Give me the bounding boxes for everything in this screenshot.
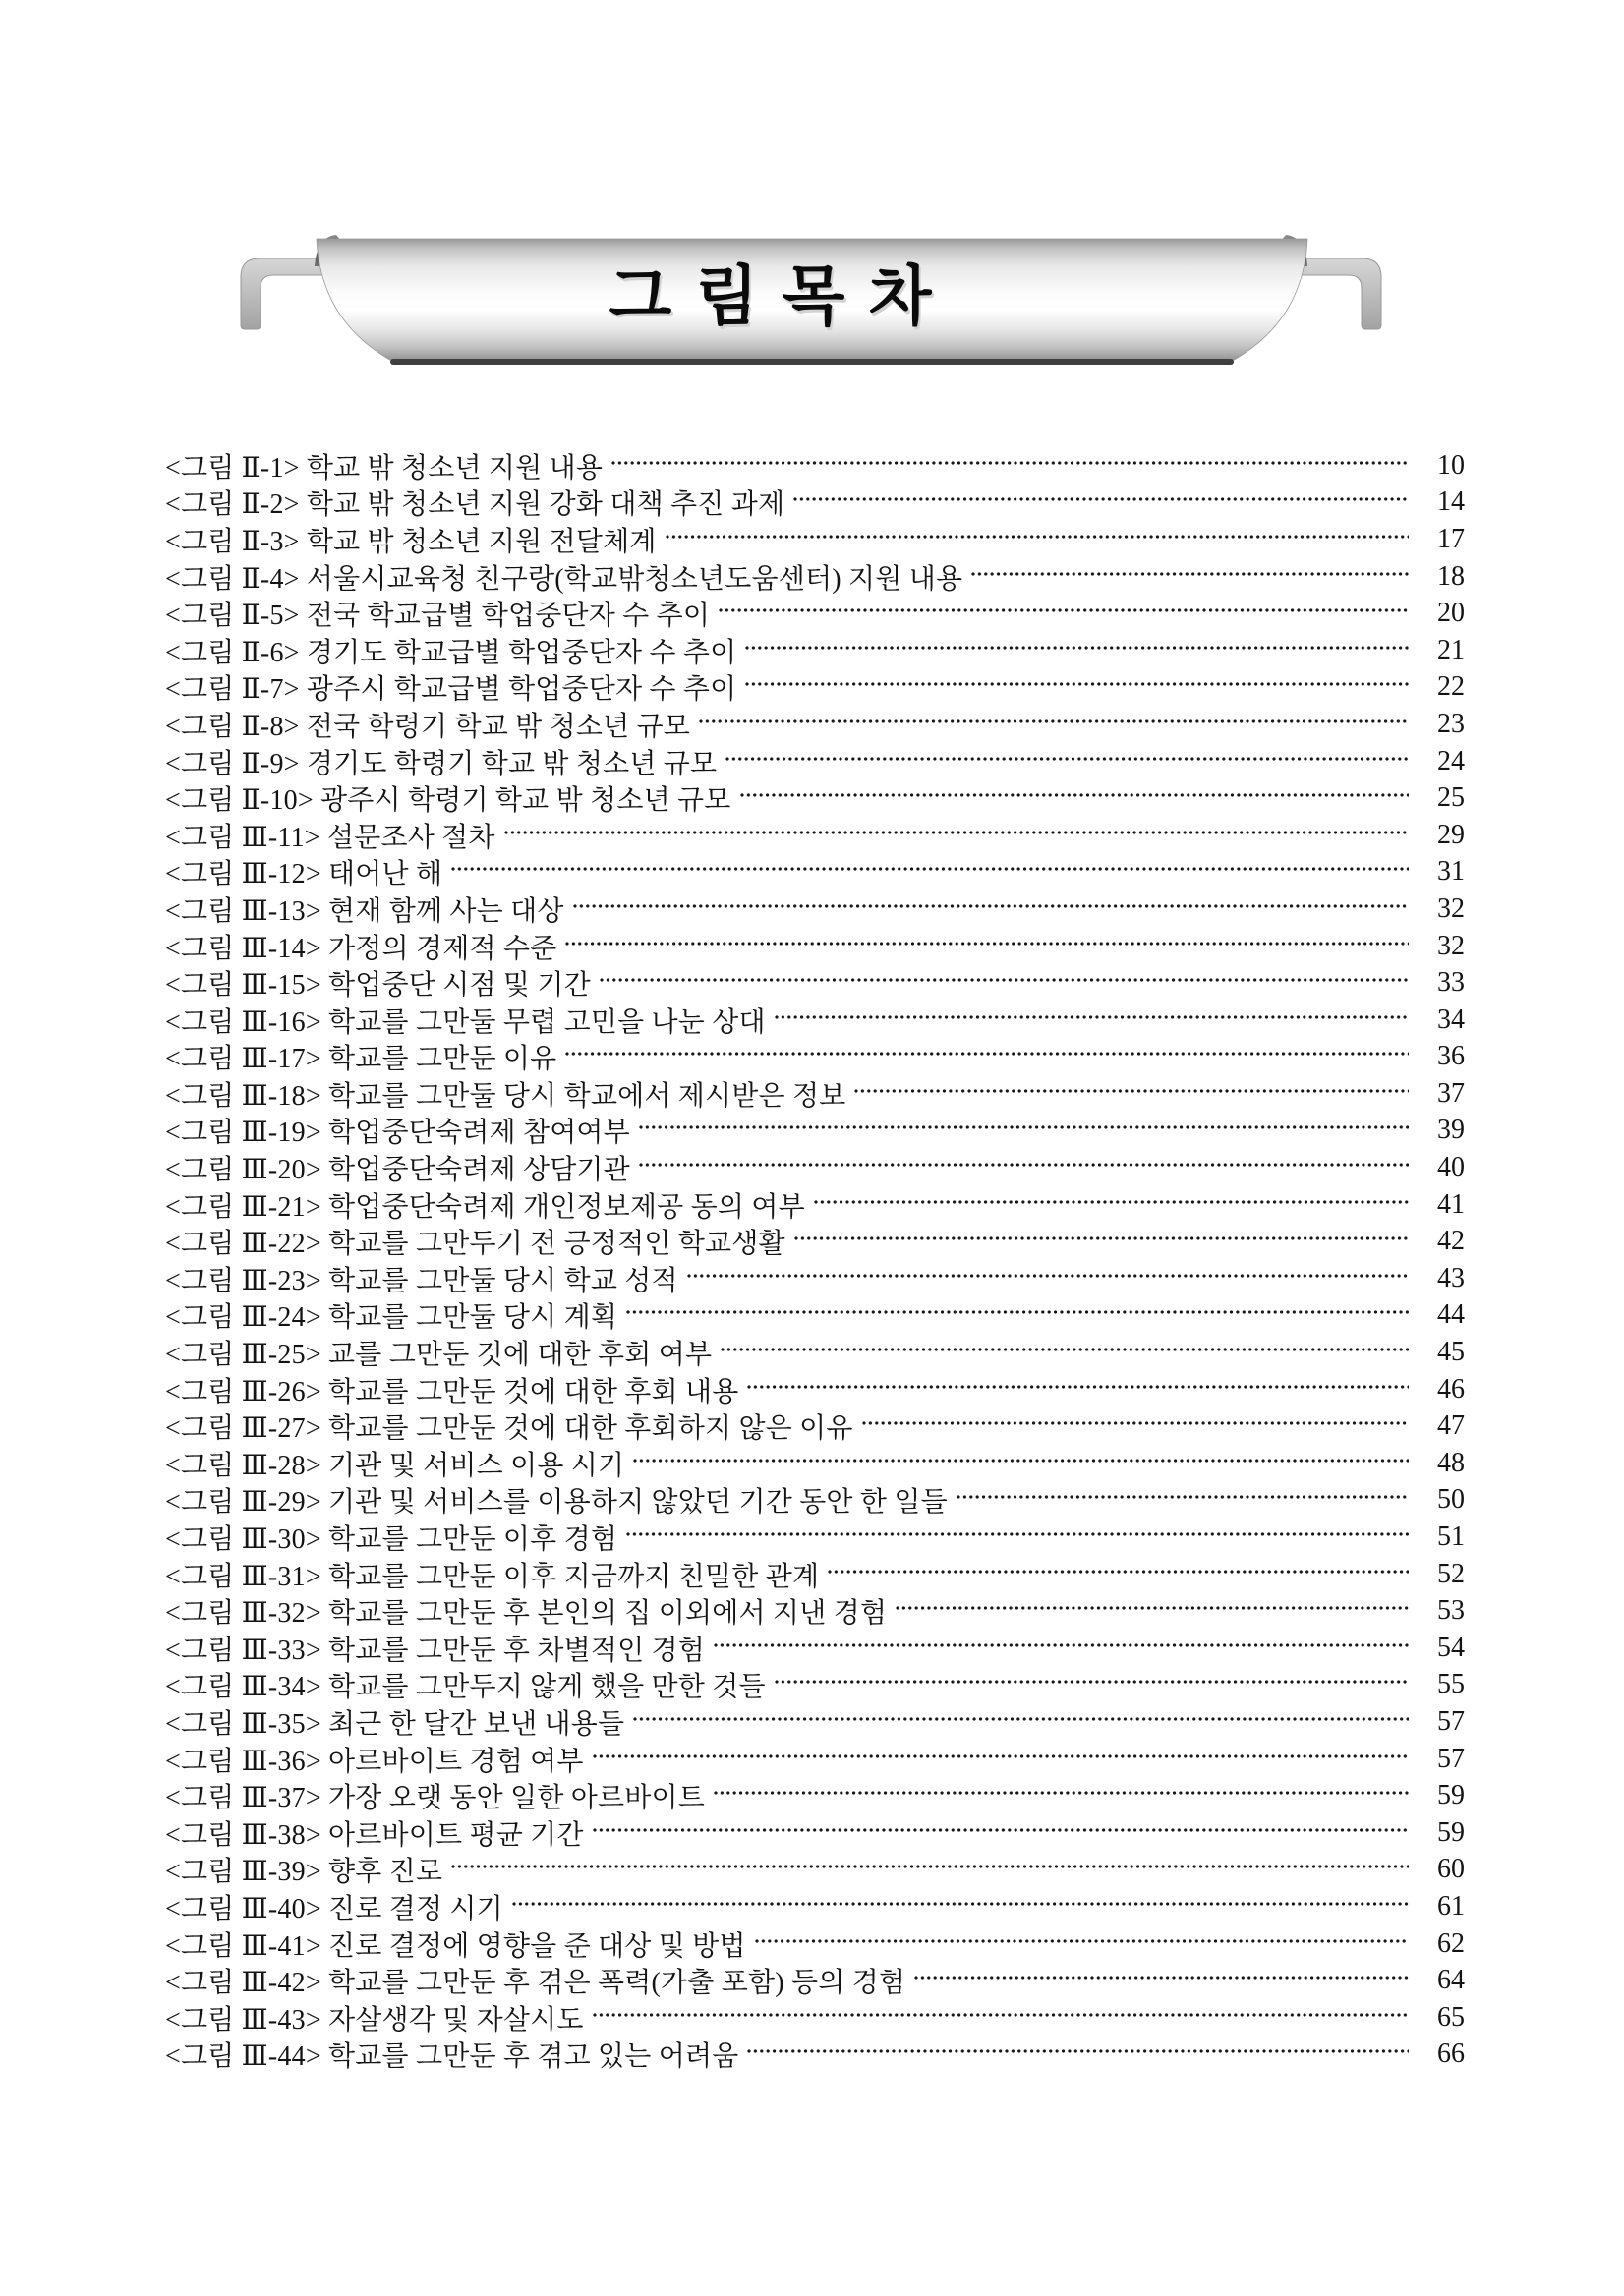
toc-entry-label: <그림 Ⅲ-12> 태어난 해	[165, 859, 443, 890]
toc-entry	[165, 1445, 1465, 1482]
toc-entry	[165, 1297, 1465, 1335]
toc-entry	[165, 1482, 1465, 1520]
toc-entry	[165, 1556, 1465, 1593]
toc-entry-page: 47	[1437, 1410, 1465, 1442]
toc-entry	[165, 890, 1465, 928]
title-banner	[226, 231, 1396, 398]
toc-entry-page: 54	[1437, 1632, 1465, 1663]
toc-entry-label: <그림 Ⅲ-39> 향후 진로	[165, 1857, 443, 1888]
toc-entry	[165, 854, 1465, 891]
toc-entry-label: <그림 Ⅲ-41> 진로 결정에 영향을 준 대상 및 방법	[165, 1930, 746, 1962]
dotted-leader	[573, 904, 1409, 908]
toc-entry	[165, 1186, 1465, 1224]
dotted-leader	[593, 1754, 1409, 1758]
toc-entry-label: <그림 Ⅲ-14> 가정의 경제적 수준	[165, 933, 557, 964]
toc-entry-label: <그림 Ⅲ-44> 학교를 그만둔 후 겪고 있는 어려움	[165, 2041, 739, 2073]
toc-entry-page: 39	[1437, 1115, 1465, 1146]
toc-entry	[165, 1962, 1465, 1999]
toc-entry	[165, 1223, 1465, 1260]
toc-entry-label: <그림 Ⅲ-40> 진로 결정 시기	[165, 1893, 503, 1924]
toc-entry-label: <그림 Ⅲ-37> 가장 오랫 동안 일한 아르바이트	[165, 1783, 706, 1814]
dotted-leader	[745, 646, 1409, 650]
toc-entry-label: <그림 Ⅲ-26> 학교를 그만둔 것에 대한 후회 내용	[165, 1376, 739, 1407]
dotted-leader	[565, 1052, 1409, 1056]
toc-entry-label: <그림 Ⅲ-29> 기관 및 서비스를 이용하지 않았던 기간 동안 한 일들	[165, 1487, 948, 1519]
toc-entry	[165, 632, 1465, 669]
toc-entry	[165, 1777, 1465, 1814]
toc-entry-page: 65	[1437, 2001, 1465, 2033]
dotted-leader	[714, 1791, 1409, 1795]
dotted-leader	[639, 1125, 1409, 1129]
toc-entry	[165, 669, 1465, 707]
toc-entry-label: <그림 Ⅱ-10> 광주시 학령기 학교 밖 청소년 규모	[165, 785, 731, 817]
toc-entry-page: 50	[1437, 1484, 1465, 1516]
dotted-leader	[725, 757, 1409, 761]
toc-entry	[165, 1630, 1465, 1667]
figure-toc-list	[165, 447, 1465, 2073]
toc-entry	[165, 779, 1465, 817]
dotted-leader	[633, 1717, 1409, 1721]
toc-entry-label: <그림 Ⅲ-30> 학교를 그만둔 이후 경험	[165, 1524, 618, 1556]
toc-entry-label: <그림 Ⅲ-20> 학업중단숙려제 상담기관	[165, 1155, 630, 1186]
toc-entry	[165, 1113, 1465, 1150]
dotted-leader	[565, 942, 1409, 946]
toc-entry-label: <그림 Ⅲ-33> 학교를 그만둔 후 차별적인 경험	[165, 1635, 706, 1666]
toc-entry-page: 57	[1437, 1743, 1465, 1774]
dotted-leader	[971, 572, 1409, 576]
toc-entry-page: 45	[1437, 1337, 1465, 1368]
toc-entry-label: <그림 Ⅱ-4> 서울시교육청 친구랑(학교밖청소년도움센터) 지원 내용	[165, 563, 963, 595]
dotted-leader	[593, 2013, 1409, 2017]
dotted-leader	[755, 1939, 1409, 1943]
toc-entry	[165, 1519, 1465, 1556]
toc-entry-label: <그림 Ⅲ-16> 학교를 그만둘 무렵 고민을 나눈 상대	[165, 1006, 766, 1038]
toc-entry-label: <그림 Ⅱ-9> 경기도 학령기 학교 밖 청소년 규모	[165, 748, 718, 779]
toc-entry-page: 32	[1437, 892, 1465, 924]
toc-entry-page: 59	[1437, 1780, 1465, 1811]
toc-entry-label: <그림 Ⅲ-42> 학교를 그만둔 후 겪은 폭력(가출 포함) 등의 경험	[165, 1968, 906, 1999]
toc-entry-page: 22	[1437, 671, 1465, 703]
toc-entry	[165, 1852, 1465, 1889]
toc-entry-label: <그림 Ⅱ-3> 학교 밖 청소년 지원 전달체계	[165, 526, 657, 557]
toc-entry	[165, 817, 1465, 854]
toc-entry-label: <그림 Ⅱ-8> 전국 학령기 학교 밖 청소년 규모	[165, 711, 691, 742]
toc-entry	[165, 447, 1465, 485]
toc-entry-page: 55	[1437, 1669, 1465, 1700]
dotted-leader	[814, 1200, 1409, 1204]
toc-entry	[165, 1592, 1465, 1630]
toc-entry-page: 23	[1437, 708, 1465, 739]
dotted-leader	[504, 831, 1409, 834]
toc-entry-page: 46	[1437, 1373, 1465, 1405]
page-title: 그 림 목 차	[609, 259, 935, 332]
toc-entry-page: 36	[1437, 1041, 1465, 1072]
toc-entry	[165, 595, 1465, 632]
toc-entry	[165, 485, 1465, 522]
toc-entry-page: 21	[1437, 634, 1465, 665]
toc-entry	[165, 558, 1465, 596]
toc-entry	[165, 1260, 1465, 1297]
toc-entry-label: <그림 Ⅲ-43> 자살생각 및 자살시도	[165, 2004, 584, 2036]
dotted-leader	[714, 1643, 1409, 1647]
toc-entry-label: <그림 Ⅲ-27> 학교를 그만둔 것에 대한 후회하지 않은 이유	[165, 1413, 853, 1445]
toc-entry-label: <그림 Ⅲ-32> 학교를 그만둔 후 본인의 집 이외에서 지낸 경험	[165, 1598, 888, 1630]
toc-entry-label: <그림 Ⅲ-19> 학업중단숙려제 참여여부	[165, 1118, 630, 1149]
dotted-leader	[775, 1015, 1409, 1019]
toc-entry-page: 41	[1437, 1188, 1465, 1220]
dotted-leader	[699, 719, 1409, 723]
toc-entry-label: <그림 Ⅲ-15> 학업중단 시점 및 기간	[165, 970, 591, 1002]
toc-entry	[165, 2037, 1465, 2074]
dotted-leader	[957, 1495, 1409, 1499]
toc-entry-label: <그림 Ⅱ-6> 경기도 학교급별 학업중단자 수 추이	[165, 637, 737, 668]
dotted-leader	[828, 1570, 1409, 1574]
toc-entry-page: 57	[1437, 1705, 1465, 1737]
dotted-leader	[633, 1459, 1409, 1463]
dotted-leader	[611, 461, 1409, 465]
toc-entry	[165, 1149, 1465, 1186]
toc-entry-label: <그림 Ⅲ-22> 학교를 그만두기 전 긍정적인 학교생활	[165, 1229, 785, 1260]
toc-entry-page: 51	[1437, 1521, 1465, 1553]
toc-entry-page: 25	[1437, 782, 1465, 814]
dotted-leader	[600, 978, 1409, 982]
dotted-leader	[639, 1163, 1409, 1167]
toc-entry-page: 10	[1437, 449, 1465, 481]
toc-entry-label: <그림 Ⅱ-5> 전국 학교급별 학업중단자 수 추이	[165, 601, 711, 632]
toc-entry-page: 48	[1437, 1447, 1465, 1478]
toc-entry-label: <그림 Ⅱ-2> 학교 밖 청소년 지원 강화 대책 추진 과제	[165, 489, 785, 521]
toc-entry-page: 61	[1437, 1890, 1465, 1922]
toc-entry	[165, 1002, 1465, 1039]
dotted-leader	[740, 793, 1409, 797]
toc-entry	[165, 1925, 1465, 1963]
toc-entry	[165, 743, 1465, 780]
toc-entry-label: <그림 Ⅲ-36> 아르바이트 경험 여부	[165, 1746, 584, 1777]
toc-entry-label: <그림 Ⅲ-18> 학교를 그만둘 당시 학교에서 제시받은 정보	[165, 1080, 846, 1112]
dotted-leader	[862, 1421, 1409, 1425]
dotted-leader	[854, 1089, 1409, 1093]
toc-entry-page: 43	[1437, 1262, 1465, 1293]
toc-entry-page: 24	[1437, 745, 1465, 776]
toc-entry-page: 34	[1437, 1004, 1465, 1035]
dotted-leader	[775, 1680, 1409, 1684]
toc-entry-page: 18	[1437, 560, 1465, 592]
toc-entry-label: <그림 Ⅱ-7> 광주시 학교급별 학업중단자 수 추이	[165, 674, 737, 706]
toc-entry-page: 31	[1437, 856, 1465, 888]
dotted-leader	[914, 1976, 1409, 1980]
toc-entry	[165, 706, 1465, 743]
toc-entry-label: <그림 Ⅲ-13> 현재 함께 사는 대상	[165, 895, 564, 927]
toc-entry-page: 59	[1437, 1816, 1465, 1848]
dotted-leader	[747, 1385, 1409, 1389]
toc-entry-page: 42	[1437, 1226, 1465, 1257]
toc-entry	[165, 1667, 1465, 1704]
toc-entry	[165, 928, 1465, 965]
toc-entry-label: <그림 Ⅱ-1> 학교 밖 청소년 지원 내용	[165, 452, 604, 484]
toc-entry-page: 14	[1437, 487, 1465, 518]
toc-entry	[165, 964, 1465, 1002]
toc-entry	[165, 1703, 1465, 1741]
toc-entry-label: <그림 Ⅲ-35> 최근 한 달간 보낸 내용들	[165, 1708, 625, 1740]
toc-entry-page: 20	[1437, 598, 1465, 629]
toc-entry-page: 33	[1437, 967, 1465, 999]
toc-entry-label: <그림 Ⅲ-21> 학업중단숙려제 개인정보제공 동의 여부	[165, 1191, 805, 1223]
dotted-leader	[721, 1348, 1409, 1351]
toc-entry-page: 53	[1437, 1595, 1465, 1627]
dotted-leader	[793, 497, 1409, 501]
dotted-leader	[896, 1606, 1409, 1610]
toc-entry	[165, 1741, 1465, 1778]
toc-entry-page: 37	[1437, 1077, 1465, 1109]
toc-entry-label: <그림 Ⅲ-25> 교를 그만둔 것에 대한 후회 여부	[165, 1340, 713, 1371]
toc-entry-label: <그림 Ⅲ-17> 학교를 그만둔 이유	[165, 1044, 557, 1075]
toc-entry	[165, 1888, 1465, 1925]
toc-entry-page: 17	[1437, 523, 1465, 554]
toc-entry-page: 60	[1437, 1854, 1465, 1885]
dotted-leader	[747, 2049, 1409, 2053]
toc-entry	[165, 1371, 1465, 1408]
toc-entry-label: <그림 Ⅲ-38> 아르바이트 평균 기간	[165, 1819, 584, 1851]
toc-entry	[165, 1334, 1465, 1371]
toc-entry-label: <그림 Ⅲ-11> 설문조사 절차	[165, 822, 495, 853]
toc-entry-label: <그림 Ⅲ-34> 학교를 그만두지 않게 했을 만한 것들	[165, 1672, 766, 1703]
toc-entry	[165, 1999, 1465, 2037]
dotted-leader	[745, 682, 1409, 686]
toc-entry-page: 66	[1437, 2038, 1465, 2070]
dotted-leader	[794, 1236, 1409, 1240]
dotted-leader	[451, 867, 1409, 871]
dotted-leader	[626, 1310, 1409, 1314]
toc-entry-label: <그림 Ⅲ-31> 학교를 그만둔 이후 지금까지 친밀한 관계	[165, 1561, 820, 1592]
toc-entry-page: 62	[1437, 1927, 1465, 1959]
toc-entry-page: 64	[1437, 1965, 1465, 1996]
toc-entry-label: <그림 Ⅲ-24> 학교를 그만둘 당시 계획	[165, 1302, 618, 1334]
toc-entry	[165, 1407, 1465, 1445]
toc-entry	[165, 521, 1465, 558]
dotted-leader	[512, 1902, 1409, 1906]
toc-entry	[165, 1075, 1465, 1113]
toc-entry	[165, 1039, 1465, 1076]
toc-entry-page: 52	[1437, 1558, 1465, 1589]
dotted-leader	[666, 535, 1409, 539]
toc-entry-page: 40	[1437, 1152, 1465, 1183]
dotted-leader	[451, 1865, 1409, 1868]
toc-entry-label: <그림 Ⅲ-23> 학교를 그만둘 당시 학교 성적	[165, 1265, 678, 1296]
dotted-leader	[626, 1532, 1409, 1536]
toc-entry-page: 44	[1437, 1299, 1465, 1331]
toc-entry	[165, 1814, 1465, 1852]
toc-entry-page: 29	[1437, 819, 1465, 850]
dotted-leader	[687, 1274, 1409, 1278]
dotted-leader	[719, 608, 1409, 612]
toc-entry-label: <그림 Ⅲ-28> 기관 및 서비스 이용 시기	[165, 1450, 625, 1481]
dotted-leader	[593, 1828, 1409, 1832]
toc-entry-page: 32	[1437, 930, 1465, 961]
